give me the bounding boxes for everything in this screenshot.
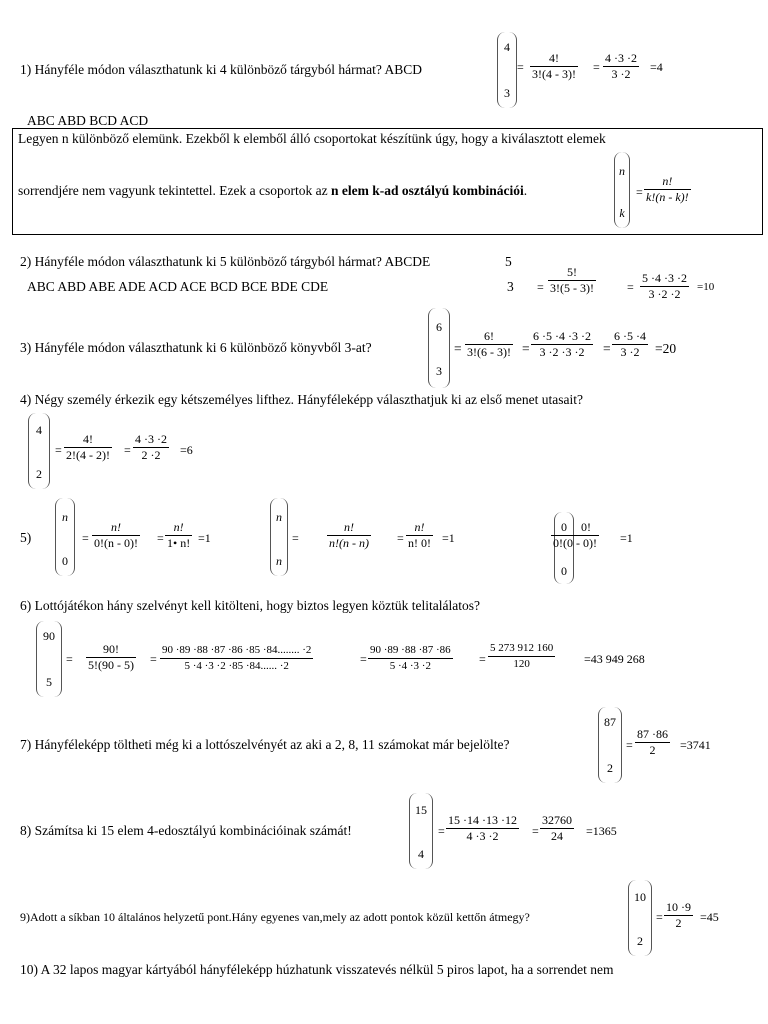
result: =4 [650,60,663,74]
fraction: $\frac{5!}{3!(5 - 3)!}$ [550,265,594,295]
fraction: $\frac{n!}{0!(n - 0)!}$ [94,520,138,550]
fraction: $\frac{0!}{0!(0 - 0)!}$ [553,520,597,550]
binomial-coefficient: 90 5 [36,621,62,697]
question-7-text: 7) Hányféleképp töltheti még ki a lottószelvényét az aki a 2, 8, 11 számokat már bejelölte? [20,737,510,752]
result: =43 949 268 [584,652,645,666]
binomial-coefficient: n n [270,498,288,576]
fraction: $\frac{90 \cdot 89 \cdot 88 \cdot 87 \cdot 86 \cdot 85 \cdot 84........ \cdot 2}{5 \cdot 4 \cdot 3 \cdot 2 \cdot 85 \cdot 84...... \cdot 2}$ [162,644,312,672]
result: =1365 [586,824,617,838]
fraction: $\frac{n!}{n! 0!}$ [408,520,431,550]
equals-sign: = [593,60,600,74]
equals-sign: = [532,824,539,838]
question-5-label: 5) [20,530,32,545]
equals-sign: = [537,280,544,294]
result: =45 [700,910,719,924]
equals-sign: = [636,185,643,199]
fraction: $\frac{n!}{1• n!}$ [167,520,191,550]
definition-term: n elem k-ad osztályú kombinációi [331,183,524,198]
binomial-coefficient: 0 0 [554,512,574,584]
equals-sign: = [656,910,663,924]
fraction: $\frac{32760}{24}$ [542,813,572,843]
equals-sign: = [82,531,89,545]
equals-sign: = [438,824,445,838]
equals-sign: = [150,652,157,666]
combinations-list: ABC ABD ABE ADE ACD ACE BCD BCE BDE CDE [27,279,329,294]
result: =10 [697,281,715,293]
fraction: $\frac{4!}{3!(4 - 3)!}$ [532,51,576,81]
fraction: $\frac{5 273 912 160}{120}$ [490,642,554,670]
equals-sign: = [292,531,299,545]
fraction: $\frac{90 \cdot 89 \cdot 88 \cdot 87 \cdot 86}{5 \cdot 4 \cdot 3 \cdot 2}$ [370,644,451,672]
fraction: $\frac{87 \cdot 86}{2}$ [637,727,668,757]
question-6-text: 6) Lottójátékon hány szelvényt kell kitölteni, hogy biztos legyen köztük telitalálatos? [20,598,481,613]
result: =20 [655,341,677,356]
result: =3741 [680,738,711,752]
binom-bottom: 3 [507,279,514,294]
equals-sign: = [479,652,486,666]
binomial-coefficient: 4 2 [28,413,50,489]
equals-sign: = [360,652,367,666]
binomial-coefficient: 4 3 [497,32,517,108]
binomial-coefficient: 10 2 [628,880,652,956]
question-2-text: 2) Hányféle módon választhatunk ki 5 különböző tárgyból hármat? ABCDE [20,254,431,269]
fraction: $\frac{4 \cdot 3 \cdot 2}{2 \cdot 2}$ [135,432,167,462]
fraction: $\frac{5 \cdot 4 \cdot 3 \cdot 2}{3 \cdot 2 \cdot 2}$ [642,271,687,301]
definition-line-2: sorrendjére nem vagyunk tekintettel. Ezek a csoportok az n elem k-ad osztályú kombinációi. [18,183,528,198]
result: =1 [442,531,455,545]
fraction: $\frac{6 \cdot 5 \cdot 4 \cdot 3 \cdot 2}{3 \cdot 2 \cdot 3 \cdot 2}$ [533,329,591,359]
fraction: $\frac{90!}{5!(90 - 5)}$ [88,642,134,672]
equals-sign: = [454,341,462,356]
question-9-text: 9)Adott a síkban 10 általános helyzetű pont.Hány egyenes van,mely az adott pontok közül kettőn átmegy? [20,910,530,924]
result: =1 [620,531,633,545]
fraction: $\frac{6!}{3!(6 - 3)!}$ [467,329,511,359]
question-3-text: 3) Hányféle módon választhatunk ki 6 különböző könyvből 3-at? [20,340,372,355]
fraction: $\frac{n!}{k!(n - k)!}$ [646,174,689,204]
equals-sign: = [397,531,404,545]
equals-sign: = [66,652,73,666]
binomial-coefficient: 87 2 [598,707,622,783]
binomial-coefficient: n k [614,152,630,228]
equals-sign: = [522,341,530,356]
binomial-coefficient: 6 3 [428,308,450,388]
result: =1 [198,531,211,545]
equals-sign: = [124,443,131,457]
question-4-text: 4) Négy személy érkezik egy kétszemélyes lifthez. Hányféleképp választhatjuk ki az első menet utasait? [20,392,584,407]
question-10-text: 10) A 32 lapos magyar kártyából hányféleképp húzhatunk visszatevés nélkül 5 piros lapot, ha a sorrendet nem [20,962,614,977]
equals-sign: = [55,443,62,457]
result: =6 [180,443,193,457]
equals-sign: = [627,280,634,294]
fraction: $\frac{15 \cdot 14 \cdot 13 \cdot 12}{4 \cdot 3 \cdot 2}$ [448,813,517,843]
binomial-coefficient: 15 4 [409,793,433,869]
fraction: $\frac{n!}{n!(n - n)}$ [329,520,369,550]
fraction: $\frac{10 \cdot 9}{2}$ [666,900,691,930]
equals-sign: = [626,738,633,752]
equals-sign: = [157,531,164,545]
fraction: $\frac{4 \cdot 3 \cdot 2}{3 \cdot 2}$ [605,51,637,81]
binom-top: 5 [505,254,512,269]
definition-line-1: Legyen n különböző elemünk. Ezekből k elemből álló csoportokat készítünk úgy, hogy a kiválasztott elemek [18,131,606,146]
equals-sign: = [603,341,611,356]
combinations-list: ABC ABD BCD ACD [27,113,149,128]
binomial-coefficient: n 0 [55,498,75,576]
question-8-text: 8) Számítsa ki 15 elem 4-edosztályú kombinációinak számát! [20,823,352,838]
question-1-text: 1) Hányféle módon választhatunk ki 4 különböző tárgyból hármat? ABCD [20,62,423,77]
fraction: $\frac{4!}{2!(4 - 2)!}$ [66,432,110,462]
fraction: $\frac{6 \cdot 5 \cdot 4}{3 \cdot 2}$ [614,329,646,359]
equals-sign: = [517,60,524,74]
